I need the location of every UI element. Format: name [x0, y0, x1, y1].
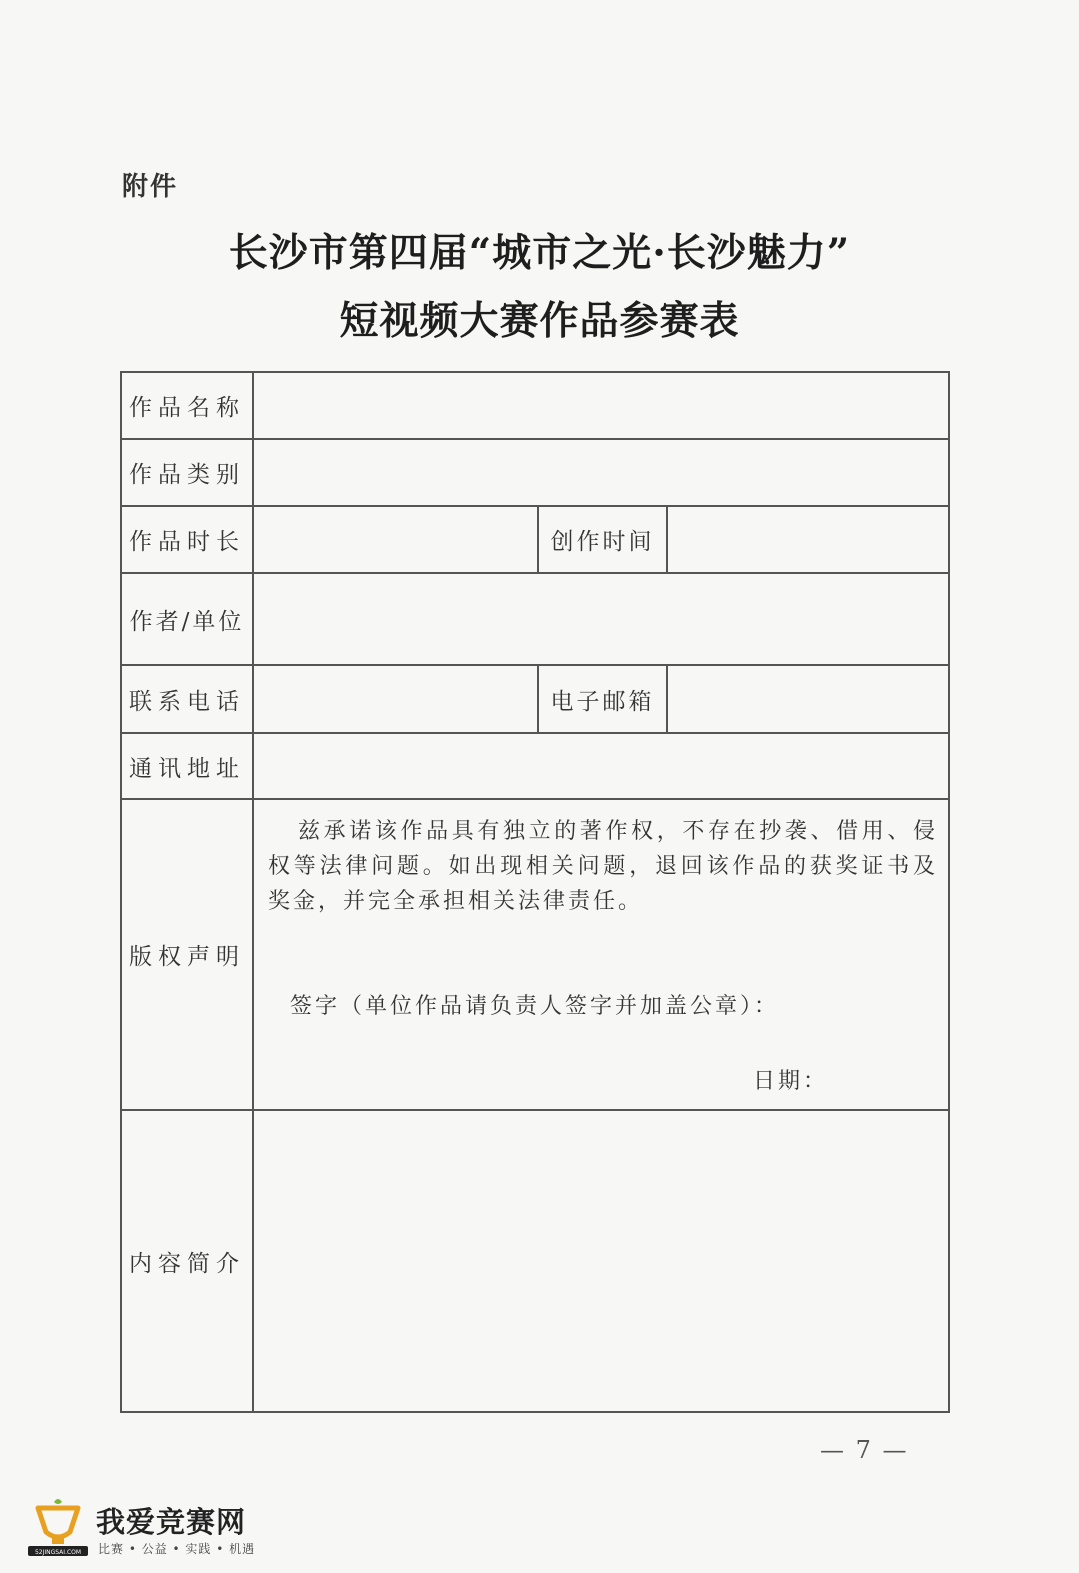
copyright-label: 版权声明	[121, 799, 253, 1110]
address-label: 通讯地址	[121, 733, 253, 799]
document-title-line1: 长沙市第四届“城市之光·长沙魅力”	[228, 230, 851, 276]
document-title-line2: 短视频大赛作品参赛表	[339, 298, 740, 344]
signature-line: 签字（单位作品请负责人签字并加盖公章）：	[290, 994, 780, 1019]
row-work-category	[121, 439, 949, 506]
watermark-brand: 我爱竞赛网	[96, 1505, 247, 1539]
row-contact	[121, 665, 949, 733]
logo-domain: 52JINGSAI.COM	[34, 1549, 82, 1556]
row-duration	[121, 506, 949, 573]
work-category-label: 作品类别	[121, 439, 253, 506]
creation-time-field[interactable]	[667, 506, 949, 573]
phone-label: 联系电话	[121, 665, 253, 733]
author-unit-field[interactable]	[253, 573, 949, 665]
phone-field[interactable]	[253, 665, 538, 733]
work-duration-label: 作品时长	[121, 506, 253, 573]
email-field[interactable]	[667, 665, 949, 733]
address-field[interactable]	[253, 733, 949, 799]
work-name-field[interactable]	[253, 372, 949, 439]
work-name-label: 作品名称	[121, 372, 253, 439]
summary-field[interactable]	[253, 1110, 949, 1412]
watermark-tagline: 比赛 • 公益 • 实践 • 机遇	[98, 1542, 256, 1556]
row-summary	[121, 1110, 949, 1412]
attachment-label: 附件	[122, 172, 179, 202]
creation-time-label: 创作时间	[538, 506, 667, 573]
watermark-logo	[12, 1494, 262, 1564]
work-category-field[interactable]	[253, 439, 949, 506]
trophy-icon	[24, 1498, 92, 1558]
row-author	[121, 573, 949, 665]
row-work-name	[121, 372, 949, 439]
summary-label: 内容简介	[121, 1110, 253, 1412]
page-number: — 7 —	[820, 1436, 909, 1464]
copyright-text: 兹承诺该作品具有独立的著作权，不存在抄袭、借用、侵权等法律问题。如出现相关问题，退回该作品的获奖证书及奖金，并完全承担相关法律责任。	[268, 819, 939, 914]
date-line: 日期：	[753, 1069, 829, 1094]
row-copyright	[121, 799, 949, 1110]
copyright-statement	[253, 799, 949, 1110]
author-unit-label: 作者/单位	[121, 573, 253, 665]
email-label: 电子邮箱	[538, 665, 667, 733]
entry-form-table	[120, 371, 950, 1413]
work-duration-field[interactable]	[253, 506, 538, 573]
row-address	[121, 733, 949, 799]
